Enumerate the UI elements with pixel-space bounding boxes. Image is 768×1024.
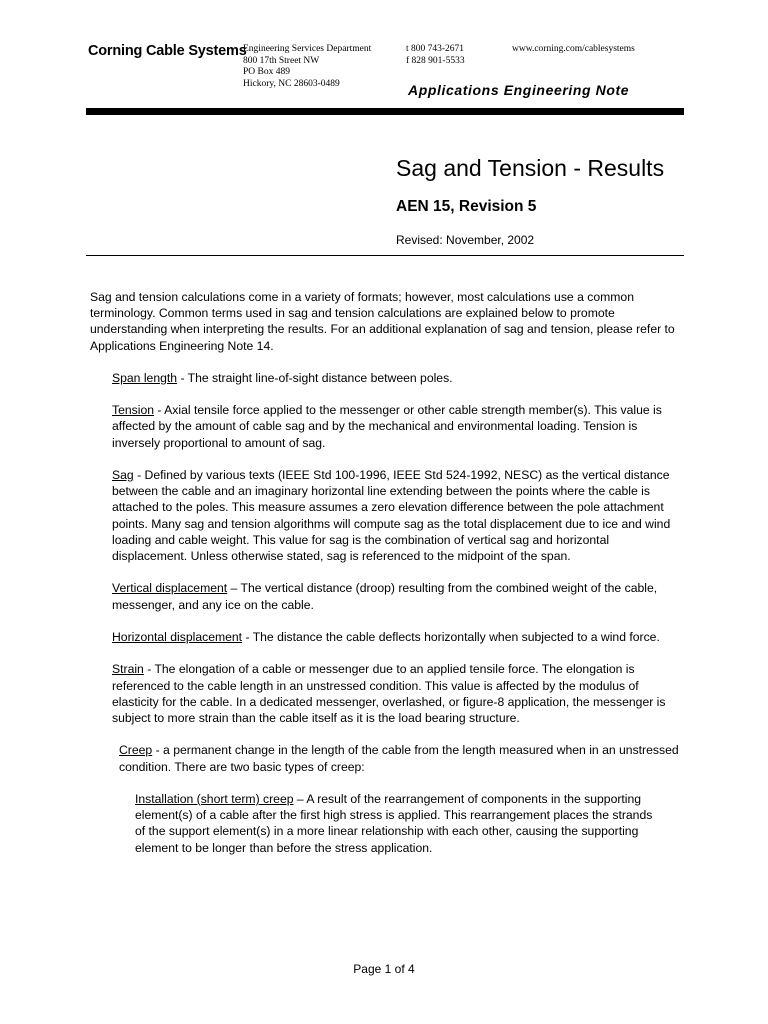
- definition-text: - The distance the cable deflects horizontally when subjected to a wind force.: [242, 630, 660, 644]
- address-line: Engineering Services Department: [243, 44, 372, 54]
- document-body: [90, 289, 682, 872]
- company-name: Corning Cable Systems: [88, 43, 247, 59]
- term-label: Tension: [112, 403, 155, 418]
- note-type-title: Applications Engineering Note: [408, 82, 630, 98]
- term-label: Vertical displacement: [112, 581, 228, 596]
- definition-installation-creep: [135, 791, 655, 856]
- definition-strain: [112, 661, 682, 726]
- definition-text: - a permanent change in the length of the cable from the length measured when in an unstressed condition. There are two basic types of creep:: [119, 743, 679, 774]
- phone-number: t 800 743-2671: [406, 44, 465, 54]
- address-block: [243, 44, 371, 90]
- revision-date: Revised: November, 2002: [396, 233, 535, 247]
- definition-sag: [112, 467, 682, 564]
- definition-text: – The vertical distance (droop) resulting from the combined weight of the cable, messenger, and any ice on the cable.: [112, 581, 658, 612]
- address-line: Hickory, NC 28603-0489: [243, 78, 340, 89]
- address-line: 800 17th Street NW: [243, 55, 320, 66]
- definition-horizontal-displacement: [112, 629, 682, 645]
- term-label: Installation (short term) creep: [135, 791, 294, 806]
- definition-vertical-displacement: [112, 580, 682, 612]
- website-url: www.corning.com/cablesystems: [512, 44, 635, 54]
- term-label: Span length: [112, 370, 178, 385]
- address-line: PO Box 489: [243, 67, 290, 77]
- term-label: Horizontal displacement: [112, 630, 243, 644]
- document-title: Sag and Tension - Results: [396, 155, 665, 181]
- definition-text: - Axial tensile force applied to the messenger or other cable strength member(s). This value is affected by the amount of cable sag and by the mechanical and environmental loading. Tension is inversely proportional to amount of sag.: [112, 403, 662, 450]
- term-label: Strain: [112, 662, 144, 677]
- definition-creep: [119, 742, 682, 774]
- intro-paragraph: Sag and tension calculations come in a variety of formats; however, most calculations use a common terminology. Common terms used in sag and tension calculations are explained below to promote understanding when interpreting the results. For an additional explanation of sag and tension, please refer to Applications Engineering Note 14.: [90, 290, 675, 353]
- definition-text: - The elongation of a cable or messenger due to an applied tensile force. The elongation is referenced to the cable length in an unstressed condition. This value is affected by the modulus of elasticity for the cable. In a dedicated messenger, overlashed, or figure-8 application, the messenger is subject to more strain than the cable itself as it is the load bearing structure.: [112, 662, 666, 725]
- definition-span-length: [112, 370, 682, 386]
- header-divider: [86, 108, 684, 115]
- term-label: Sag: [112, 468, 134, 482]
- term-label: Creep: [119, 743, 153, 758]
- contact-numbers: [406, 44, 465, 67]
- title-divider: [86, 255, 684, 256]
- definition-text: - The straight line-of-sight distance between poles.: [177, 370, 453, 385]
- definition-tension: [112, 402, 682, 451]
- document-subtitle: AEN 15, Revision 5: [396, 198, 537, 215]
- fax-number: f 828 901-5533: [406, 55, 465, 66]
- page-number: Page 1 of 4: [353, 962, 415, 976]
- definition-text: – A result of the rearrangement of components in the supporting element(s) of a cable after the first high stress is applied. This rearrangement places the strands of the support element(s) in a more linear relationship with each other, causing the supporting element to be longer than before the stress application.: [135, 791, 653, 855]
- definition-text: - Defined by various texts (IEEE Std 100-1996, IEEE Std 524-1992, NESC) as the vertical distance between the cable and an imaginary horizontal line extending between the points where the cable is attached to the poles. This measure assumes a zero elevation difference between the pole attachment points. Many sag and tension algorithms will compute sag as the total displacement due to ice and wind loading and cable weight. This value for sag is the combination of vertical sag and horizontal displacement. Unless otherwise stated, sag is referenced to the midpoint of the span.: [112, 468, 671, 564]
